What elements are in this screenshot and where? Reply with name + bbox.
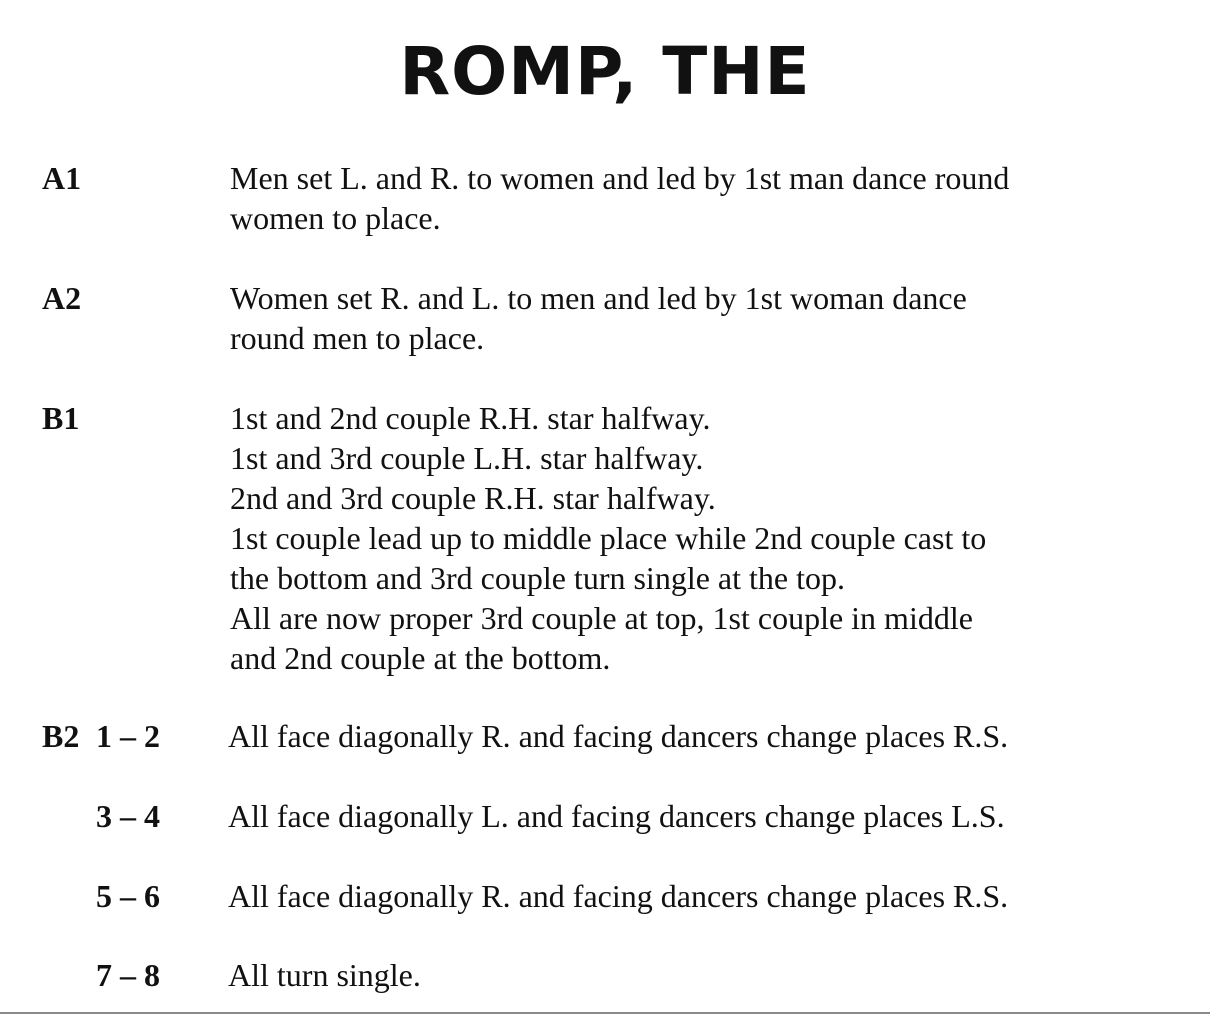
figure-instructions: [230, 398, 1180, 678]
bar-range: 1 – 2: [96, 718, 160, 754]
instruction-line: and 2nd couple at the bottom.: [230, 640, 611, 676]
instruction-line: women to place.: [230, 200, 441, 236]
bottom-divider: [0, 1012, 1210, 1014]
step-instruction: [228, 955, 1178, 995]
instruction-line: round men to place.: [230, 320, 485, 356]
step-instruction: [228, 876, 1178, 916]
instruction-line: Men set L. and R. to women and led by 1st man dance round: [230, 160, 1010, 196]
figure-instructions: [230, 278, 1180, 358]
instruction-line: All turn single.: [228, 957, 421, 993]
instruction-line: 1st and 2nd couple R.H. star halfway.: [230, 400, 711, 436]
instruction-line: All face diagonally R. and facing dancers change places R.S.: [228, 718, 1009, 754]
step-instruction: [228, 796, 1178, 836]
instruction-line: All face diagonally R. and facing dancers change places R.S.: [228, 878, 1009, 914]
instruction-line: 1st couple lead up to middle place while 2nd couple cast to: [230, 520, 987, 556]
dance-title: ROMP, THE: [399, 33, 811, 110]
figure-label: A2: [42, 280, 82, 316]
bar-range: 3 – 4: [96, 798, 160, 834]
figure-instructions: [230, 158, 1180, 238]
bar-range: 5 – 6: [96, 878, 160, 914]
step-instruction: [228, 716, 1178, 756]
bar-range: 7 – 8: [96, 957, 160, 993]
instruction-line: 1st and 3rd couple L.H. star halfway.: [230, 440, 704, 476]
instruction-line: All face diagonally L. and facing dancers change places L.S.: [228, 798, 1005, 834]
instruction-line: All are now proper 3rd couple at top, 1st couple in middle: [230, 600, 973, 636]
figure-label: B2: [42, 718, 80, 754]
instruction-line: 2nd and 3rd couple R.H. star halfway.: [230, 480, 716, 516]
figure-label: B1: [42, 400, 80, 436]
figure-label: A1: [42, 160, 82, 196]
instruction-line: Women set R. and L. to men and led by 1st woman dance: [230, 280, 967, 316]
instruction-line: the bottom and 3rd couple turn single at the top.: [230, 560, 845, 596]
